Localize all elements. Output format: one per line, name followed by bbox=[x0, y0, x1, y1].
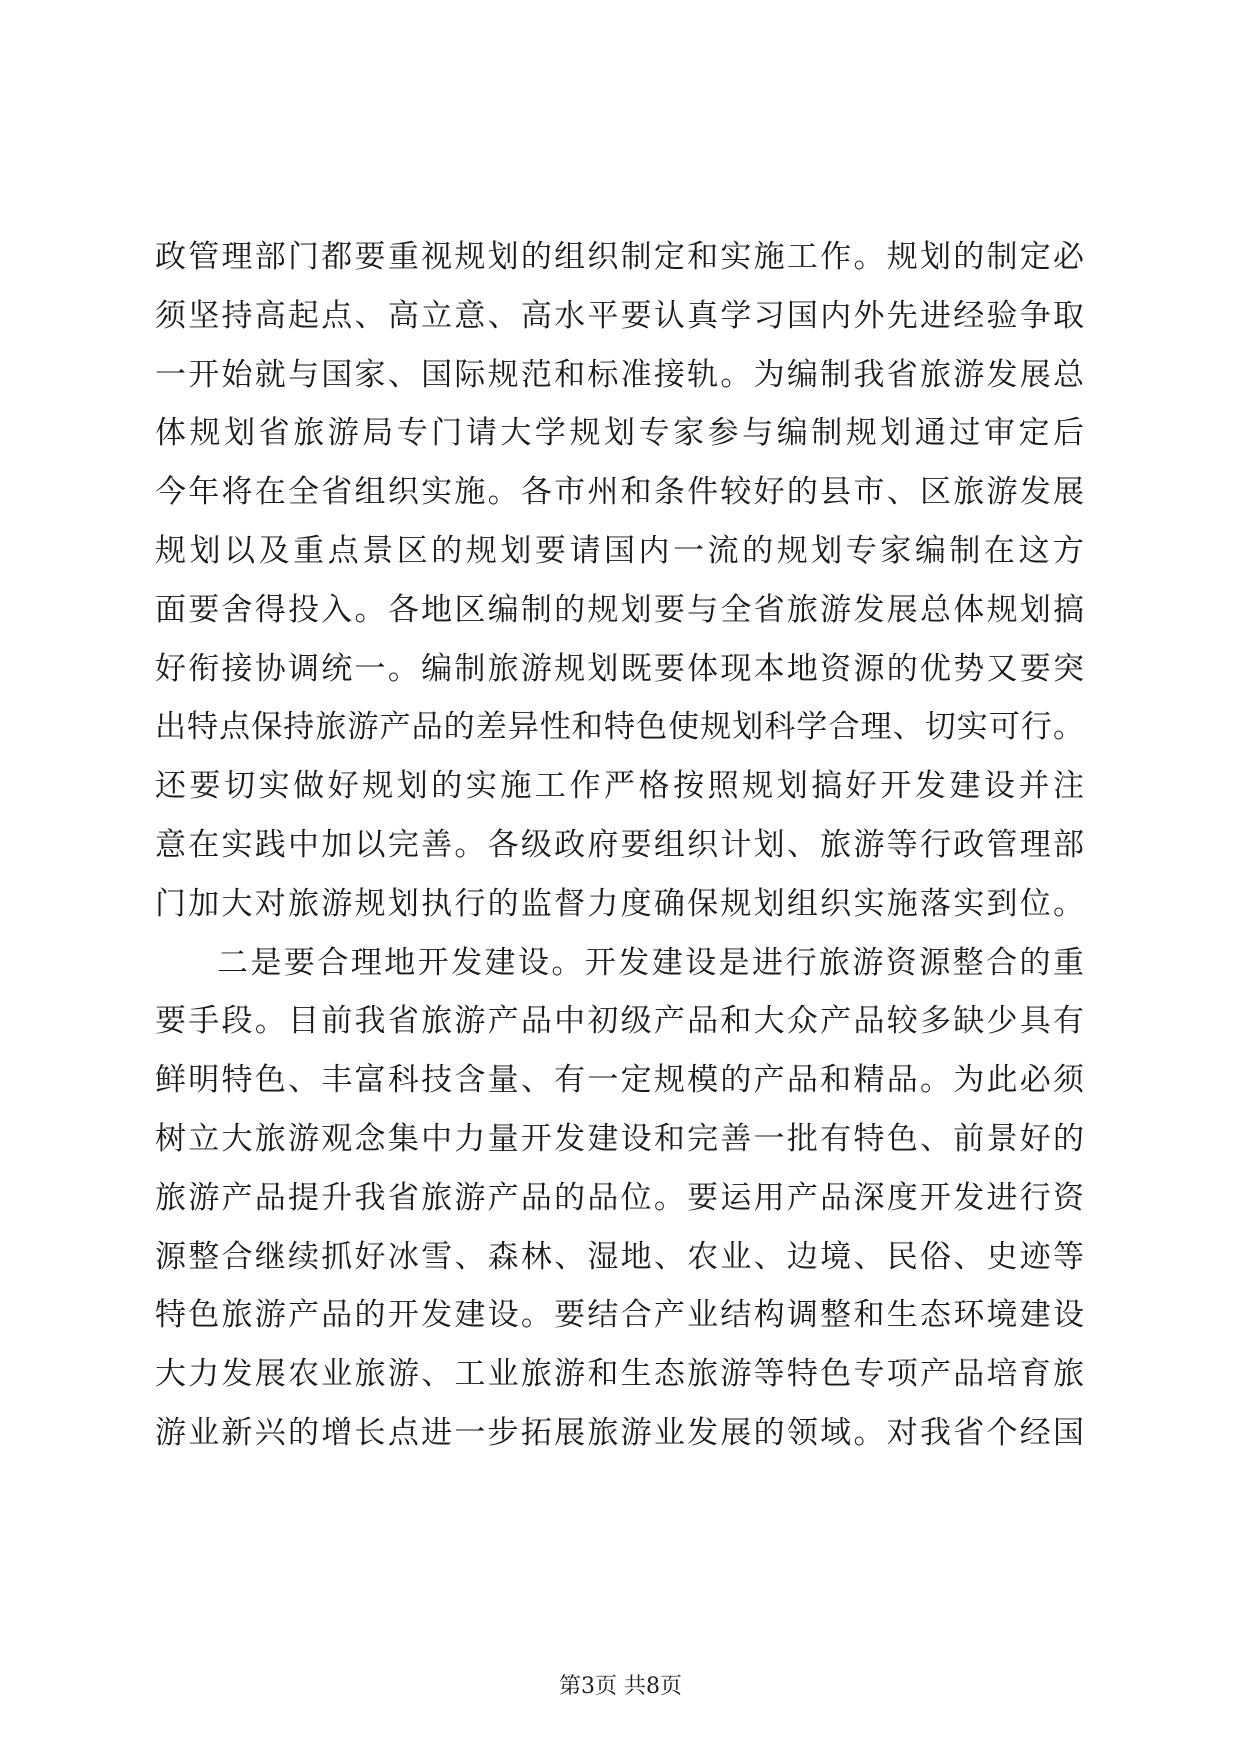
text-line: 一开始就与国家、国际规范和标准接轨。为编制我省旅游发展总 bbox=[155, 356, 1085, 393]
text-line: 面要舍得投入。各地区编制的规划要与全省旅游发展总体规划搞 bbox=[155, 591, 1085, 628]
text-line: 规划以及重点景区的规划要请国内一流的规划专家编制在这方 bbox=[155, 532, 1085, 569]
text-line: 树立大旅游观念集中力量开发建设和完善一批有特色、前景好的 bbox=[155, 1120, 1085, 1157]
text-line: 旅游产品提升我省旅游产品的品位。要运用产品深度开发进行资 bbox=[155, 1179, 1085, 1216]
text-line: 体规划省旅游局专门请大学规划专家参与编制规划通过审定后 bbox=[155, 415, 1085, 452]
text-line: 游业新兴的增长点进一步拓展旅游业发展的领域。对我省个经国 bbox=[155, 1414, 1085, 1451]
page-number-footer: 第3页 共8页 bbox=[559, 1674, 682, 1699]
text-line: 特色旅游产品的开发建设。要结合产业结构调整和生态环境建设 bbox=[155, 1297, 1085, 1334]
paragraph-start-line: 二是要合理地开发建设。开发建设是进行旅游资源整合的重 bbox=[217, 944, 1085, 981]
text-line: 出特点保持旅游产品的差异性和特色使规划科学合理、切实可行。 bbox=[155, 709, 1085, 746]
text-line: 今年将在全省组织实施。各市州和条件较好的县市、区旅游发展 bbox=[155, 474, 1085, 511]
text-line: 政管理部门都要重视规划的组织制定和实施工作。规划的制定必 bbox=[155, 239, 1085, 275]
text-line: 意在实践中加以完善。各级政府要组织计划、旅游等行政管理部 bbox=[155, 826, 1085, 863]
text-line: 好衔接协调统一。编制旅游规划既要体现本地资源的优势又要突 bbox=[155, 650, 1085, 687]
body-text bbox=[155, 228, 1085, 1463]
text-line: 要手段。目前我省旅游产品中初级产品和大众产品较多缺少具有 bbox=[155, 1003, 1085, 1040]
text-line: 大力发展农业旅游、工业旅游和生态旅游等特色专项产品培育旅 bbox=[155, 1356, 1085, 1393]
text-line: 源整合继续抓好冰雪、森林、湿地、农业、边境、民俗、史迹等 bbox=[155, 1238, 1085, 1275]
text-line: 鲜明特色、丰富科技含量、有一定规模的产品和精品。为此必须 bbox=[155, 1062, 1085, 1099]
text-line: 门加大对旅游规划执行的监督力度确保规划组织实施落实到位。 bbox=[155, 885, 1085, 922]
text-line: 须坚持高起点、高立意、高水平要认真学习国内外先进经验争取 bbox=[155, 297, 1085, 334]
text-line: 还要切实做好规划的实施工作严格按照规划搞好开发建设并注 bbox=[155, 768, 1085, 805]
